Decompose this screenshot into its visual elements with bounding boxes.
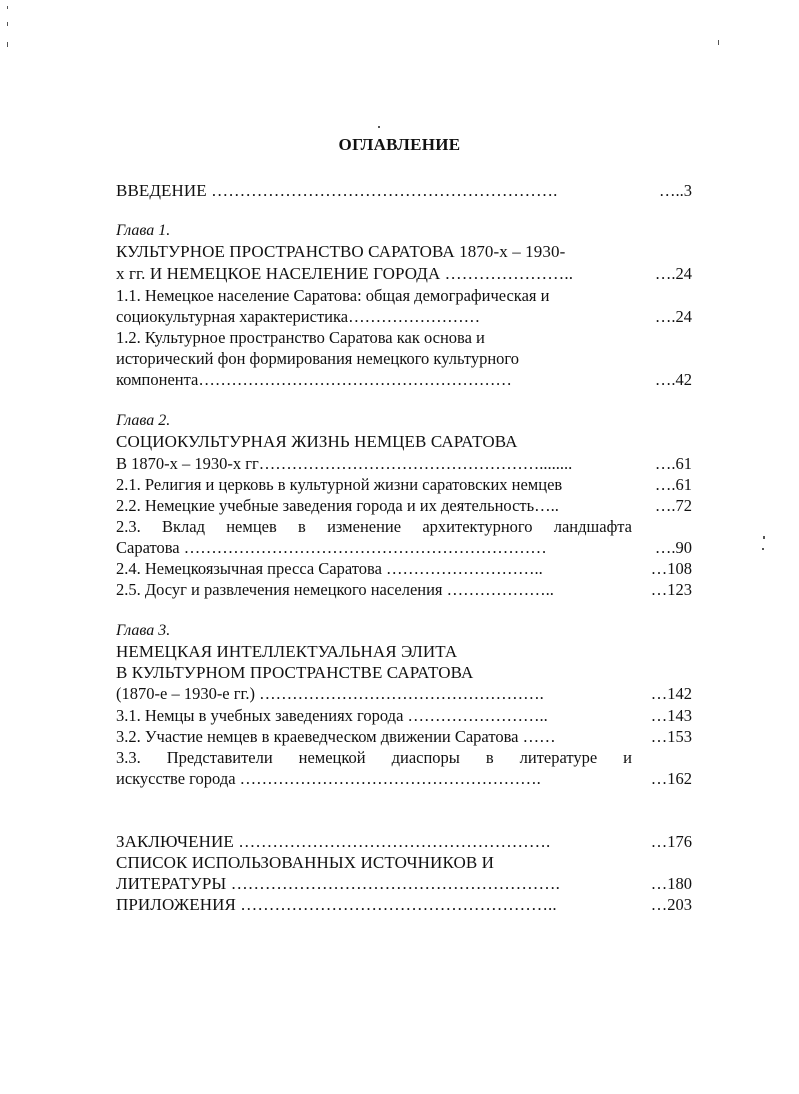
toc-entry: 2.3. Вклад немцев в изменение архитектурного ландшафта xyxy=(116,517,632,536)
toc-entry: 1.1. Немецкое население Саратова: общая демографическая и xyxy=(116,286,550,305)
toc-page-number: ….90 xyxy=(654,538,692,557)
toc-page-number: …108 xyxy=(650,559,692,578)
toc-entry: компонента………………………………………………… xyxy=(116,370,512,389)
toc-entry-introduction: ВВЕДЕНИЕ ……………………………………………………. xyxy=(116,181,558,200)
toc-page-number: …153 xyxy=(650,727,692,746)
toc-entry: 2.4. Немецкоязычная пресса Саратова ……………………….. xyxy=(116,559,543,578)
toc-entry: 2.5. Досуг и развлечения немецкого населения ……………….. xyxy=(116,580,554,599)
toc-page-number: …143 xyxy=(650,706,692,725)
toc-page-number: ….61 xyxy=(654,454,692,473)
chapter-title: (1870-е – 1930-е гг.) ……………………………………………. xyxy=(116,684,544,703)
scan-speck xyxy=(7,6,8,9)
chapter-title: КУЛЬТУРНОЕ ПРОСТРАНСТВО САРАТОВА 1870-х – 1930- xyxy=(116,242,566,261)
toc-page-number: …142 xyxy=(650,684,692,703)
toc-entry: 3.3. Представители немецкой диаспоры в литературе и xyxy=(116,748,632,767)
toc-entry: Саратова ………………………………………………………… xyxy=(116,538,547,557)
toc-page-number: …176 xyxy=(650,832,692,851)
toc-page-number: …162 xyxy=(650,769,692,788)
chapter-title: х гг. И НЕМЕЦКОЕ НАСЕЛЕНИЕ ГОРОДА ………………….. xyxy=(116,264,574,283)
toc-entry: исторический фон формирования немецкого культурного xyxy=(116,349,520,368)
toc-page-number: …180 xyxy=(650,874,692,893)
toc-page-number: ….42 xyxy=(654,370,692,389)
toc-entry: 1.2. Культурное пространство Саратова как основа и xyxy=(116,328,485,347)
scan-speck xyxy=(763,536,765,539)
toc-page-number: …123 xyxy=(650,580,692,599)
toc-entry-conclusion: ЗАКЛЮЧЕНИЕ ………………………………………………. xyxy=(116,832,551,851)
toc-entry: 3.2. Участие немцев в краеведческом движении Саратова …… xyxy=(116,727,556,746)
toc-entry: социокультурная характеристика…………………… xyxy=(116,307,481,326)
toc-page-number: …203 xyxy=(650,895,692,914)
toc-page-number: ….24 xyxy=(654,264,692,283)
scan-speck xyxy=(718,40,719,45)
chapter-title: В КУЛЬТУРНОМ ПРОСТРАНСТВЕ САРАТОВА xyxy=(116,663,474,682)
scan-speck xyxy=(7,42,8,47)
scan-speck xyxy=(7,22,8,26)
chapter-title: НЕМЕЦКАЯ ИНТЕЛЛЕКТУАЛЬНАЯ ЭЛИТА xyxy=(116,642,458,661)
chapter-label: Глава 2. xyxy=(116,412,171,429)
toc-entry: 3.1. Немцы в учебных заведениях города …………………….. xyxy=(116,706,548,725)
toc-page-number: ….72 xyxy=(654,496,692,515)
toc-entry-sources: СПИСОК ИСПОЛЬЗОВАННЫХ ИСТОЧНИКОВ И xyxy=(116,853,494,872)
chapter-label: Глава 1. xyxy=(116,222,171,239)
chapter-title: СОЦИОКУЛЬТУРНАЯ ЖИЗНЬ НЕМЦЕВ САРАТОВА xyxy=(116,432,518,451)
page-title: ОГЛАВЛЕНИЕ xyxy=(338,135,461,154)
toc-entry-sources: ЛИТЕРАТУРЫ …………………………………………………. xyxy=(116,874,560,893)
scan-speck xyxy=(378,126,380,128)
toc-entry-appendices: ПРИЛОЖЕНИЯ ……………………………………………….. xyxy=(116,895,557,914)
toc-page-number: ….24 xyxy=(654,307,692,326)
chapter-title: В 1870-х – 1930-х гг……………………………………………........ xyxy=(116,454,573,473)
toc-page-number: …..3 xyxy=(659,181,692,200)
toc-entry: 2.2. Немецкие учебные заведения города и их деятельность….. xyxy=(116,496,559,515)
toc-entry: 2.1. Религия и церковь в культурной жизни саратовских немцев xyxy=(116,475,563,494)
scan-speck xyxy=(762,548,764,550)
toc-page-number: ….61 xyxy=(654,475,692,494)
chapter-label: Глава 3. xyxy=(116,622,171,639)
toc-entry: искусстве города ………………………………………………. xyxy=(116,769,541,788)
